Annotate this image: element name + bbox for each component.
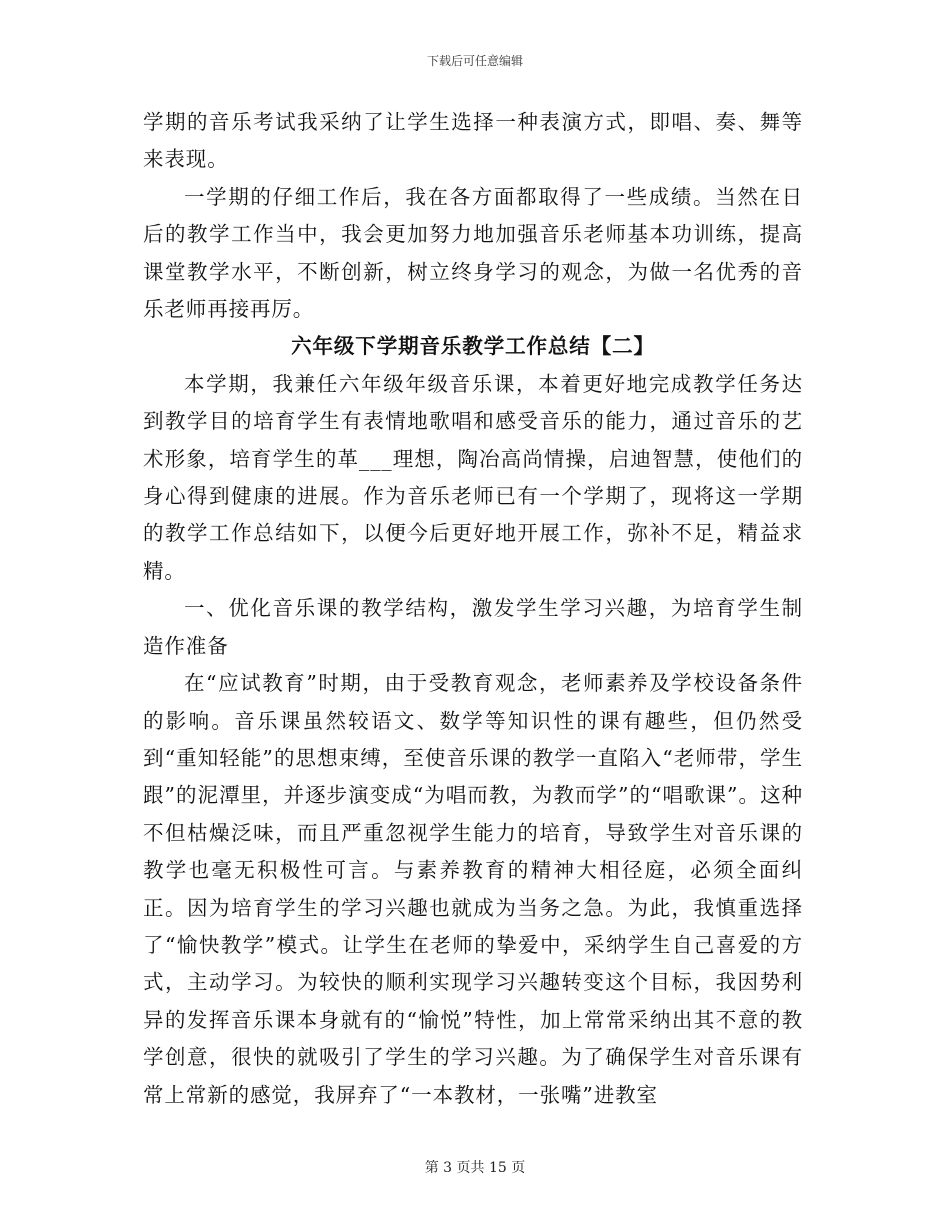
section-heading: 六年级下学期音乐教学工作总结【二】 — [291, 334, 655, 359]
paragraph-subheading-one: 一、优化音乐课的教学结构，激发学生学习兴趣，为培育学生制造作准备 — [143, 596, 803, 658]
page-header: 下载后可任意编辑 — [426, 54, 523, 68]
paragraph-continuation: 学期的音乐考试我采纳了让学生选择一种表演方式，即唱、奏、舞等来表现。 — [143, 110, 803, 172]
document-body — [143, 104, 803, 1114]
paragraph-exam-education: 在“应试教育”时期，由于受教育观念，老师素养及学校设备条件的影响。音乐课虽然较语文、数学等知识性的课有趣些，但仍然受到“重知轻能”的思想束缚，至使音乐课的教学一直陷入“老师带，学生跟”的泥潭里，并逐步演变成“为唱而教，为教而学”的“唱歌课”。这种不但枯燥泛味，而且严重忽视学生能力的培育，导致学生对音乐课的教学也毫无积极性可言。与素养教育的精神大相径庭，必须全面纠正。因为培育学生的学习兴趣也就成为当务之急。为此，我慎重选择了“愉快教学”模式。让学生在老师的挚爱中，采纳学生自己喜爱的方式，主动学习。为较快的顺利实现学习兴趣转变这个目标，我因势利异的发挥音乐课本身就有的“愉悦”特性，加上常常采纳出其不意的教学创意，很快的就吸引了学生的学习兴趣。为了确保学生对音乐课有常上常新的感觉，我屏弃了“一本教材，一张嘴”进教室 — [143, 671, 803, 1107]
page-footer: 第 3 页共 15 页 — [424, 1160, 526, 1176]
paragraph-intro: 本学期，我兼任六年级年级音乐课，本着更好地完成教学任务达到教学目的培育学生有表情地歌唱和感受音乐的能力，通过音乐的艺术形象，培育学生的革___理想，陶冶高尚情操，启迪智慧，使他们的身心得到健康的进展。作为音乐老师已有一个学期了，现将这一学期的教学工作总结如下，以便今后更好地开展工作，弥补不足，精益求精。 — [143, 371, 803, 583]
paragraph-achievements: 一学期的仔细工作后，我在各方面都取得了一些成绩。当然在日后的教学工作当中，我会更加努力地加强音乐老师基本功训练，提高课堂教学水平，不断创新，树立终身学习的观念，为做一名优秀的音乐老师再接再厉。 — [143, 184, 803, 322]
